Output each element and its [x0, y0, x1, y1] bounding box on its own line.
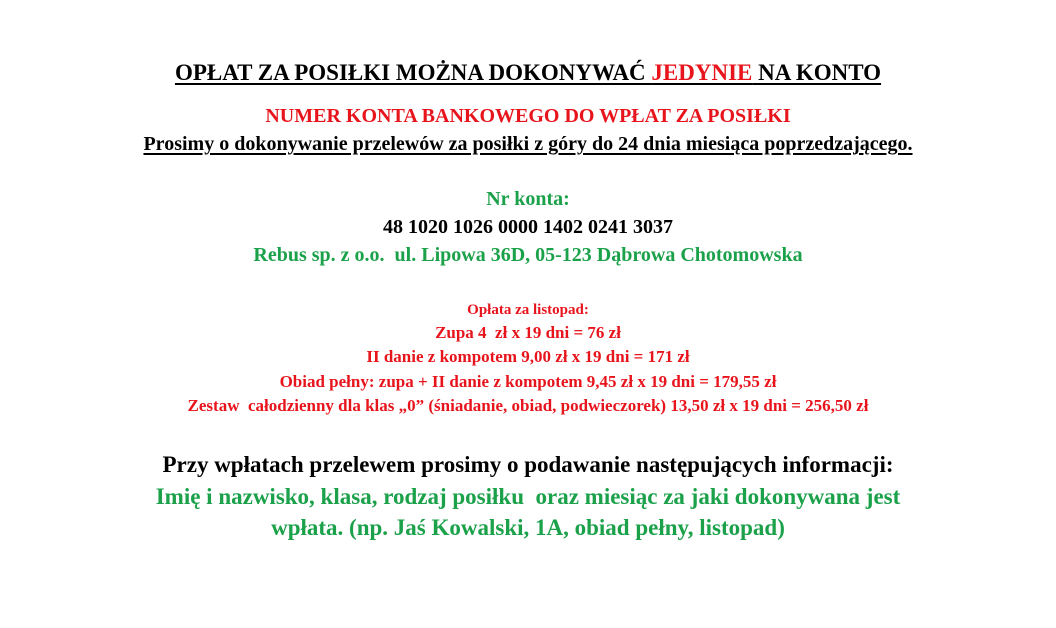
fees-title: Opłata za listopad: — [467, 302, 589, 318]
deadline-note: Prosimy o dokonywanie przelewów za posiłki z góry do 24 dnia miesiąca poprzedzającego. — [143, 133, 913, 155]
instructions-details-line1: Imię i nazwisko, klasa, rodzaj posiłku oraz miesiąc za jaki dokonywana jest — [155, 484, 901, 509]
account-subheading: NUMER KONTA BANKOWEGO DO WPŁAT ZA POSIŁKI — [265, 105, 791, 127]
account-label: Nr konta: — [486, 188, 570, 210]
fee-item-soup: Zupa 4 zł x 19 dni = 76 zł — [435, 323, 621, 342]
main-heading — [0, 60, 1056, 86]
account-number: 48 1020 1026 0000 1402 0241 3037 — [383, 216, 673, 238]
instructions-heading: Przy wpłatach przelewem prosimy o podawanie następujących informacji: — [162, 452, 894, 477]
account-recipient: Rebus sp. z o.o. ul. Lipowa 36D, 05-123 Dąbrowa Chotomowska — [253, 244, 803, 266]
main-heading-emphasis: JEDYNIE — [651, 60, 753, 85]
fee-item-main-course: II danie z kompotem 9,00 zł x 19 dni = 171 zł — [366, 347, 690, 366]
fee-item-full-day-set: Zestaw całodzienny dla klas „0” (śniadanie, obiad, podwieczorek) 13,50 zł x 19 dni = 256,50 zł — [187, 396, 869, 415]
fee-item-full-dinner: Obiad pełny: zupa + II danie z kompotem 9,45 zł x 19 dni = 179,55 zł — [279, 372, 777, 391]
main-heading-part2: NA KONTO — [752, 60, 882, 85]
instructions-details-line2: wpłata. (np. Jaś Kowalski, 1A, obiad pełny, listopad) — [271, 515, 785, 540]
main-heading-part1: OPŁAT ZA POSIŁKI MOŻNA DOKONYWAĆ — [174, 60, 652, 85]
